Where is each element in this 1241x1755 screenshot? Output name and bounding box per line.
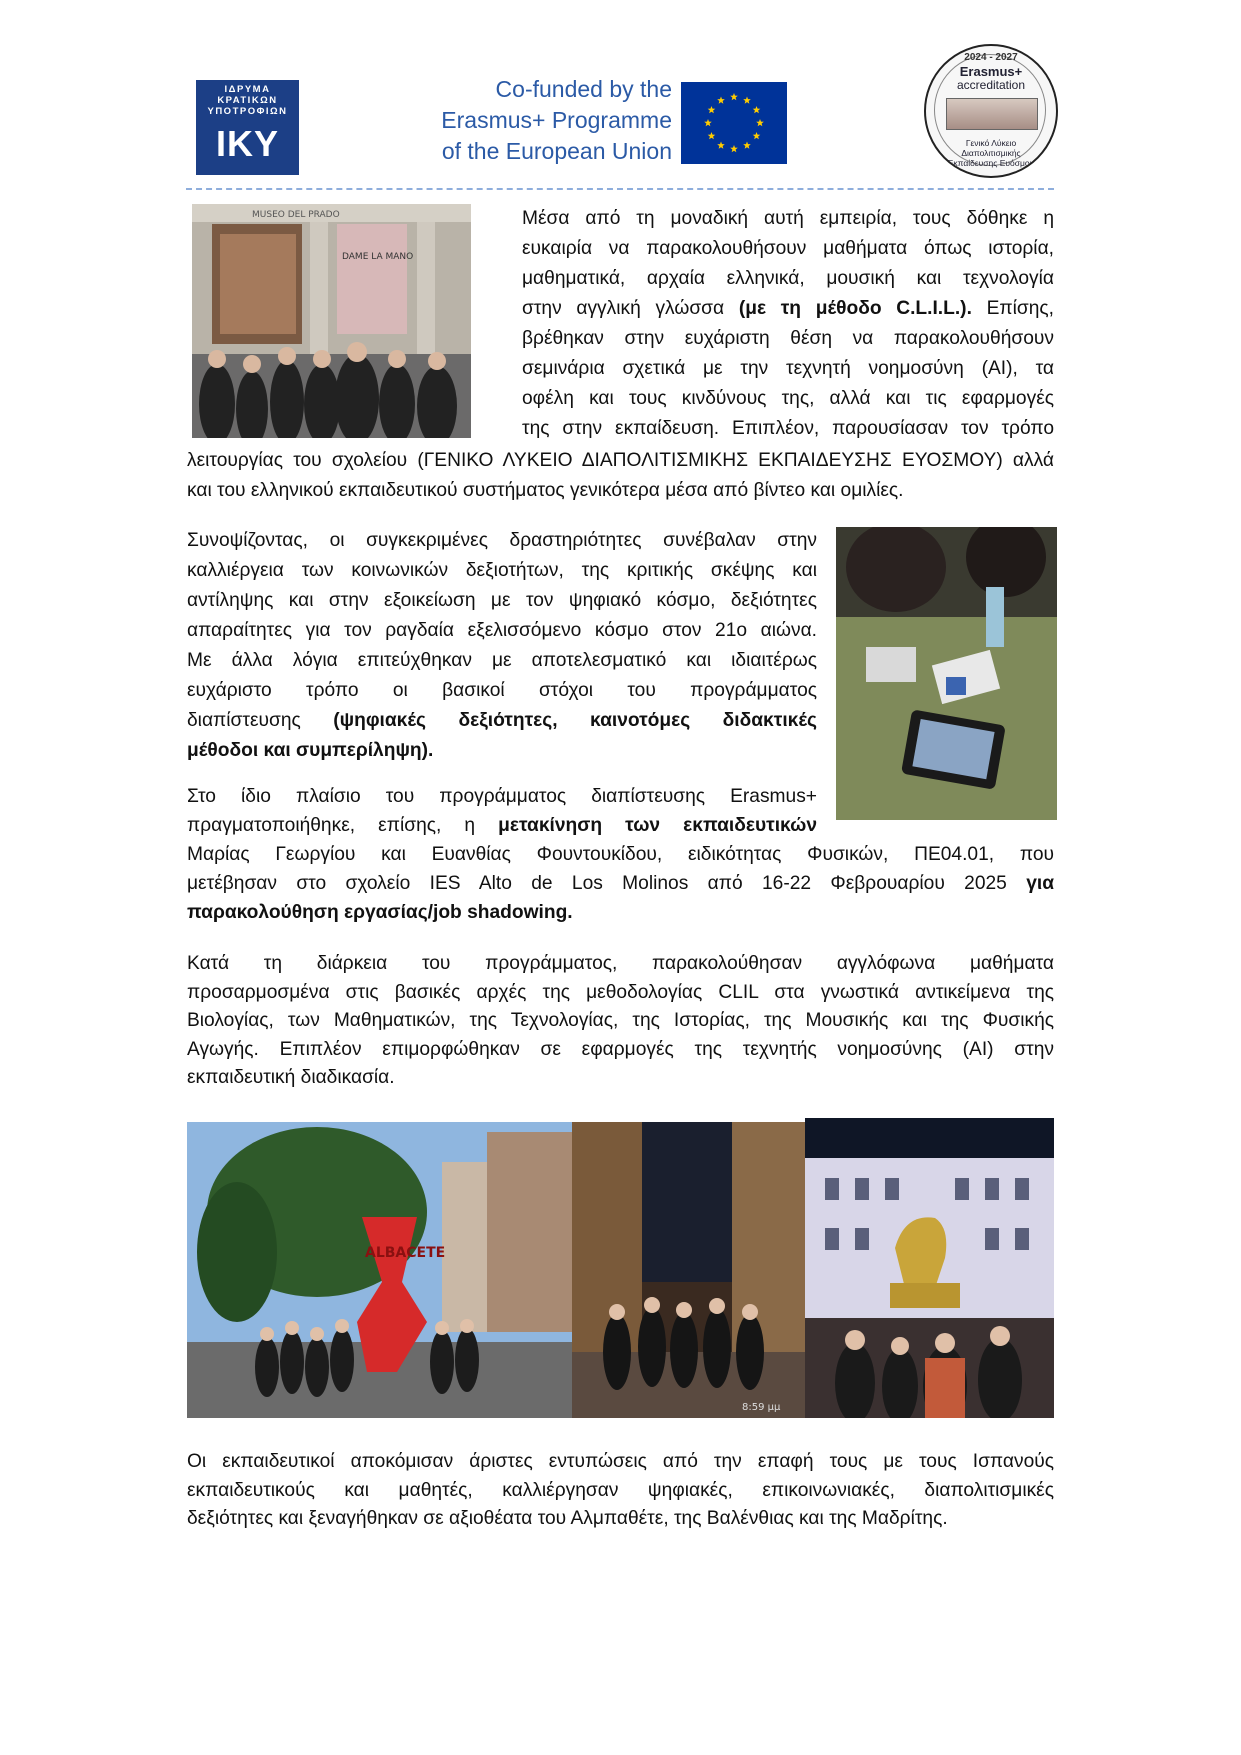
s3-line-mixed: [187, 811, 817, 840]
s1-cont-line: λειτουργίας του σχολείου (ΓΕΝΙΚΟ ΛΥΚΕΙΟ ΔΙΑΠΟΛΙΤΙΣΜΙΚΗΣ ΕΚΠΑΙΔΕΥΣΗΣ ΕΥΟΣΜΟΥ) αλλά: [187, 450, 1054, 471]
iky-abbr: IKY: [215, 123, 279, 164]
iky-line2: ΚΡΑΤΙΚΩΝ: [217, 95, 278, 106]
s2-line: αντίληψης και στην εξοικείωση με τον ψηφιακό κόσμο, δεξιότητες: [187, 590, 817, 611]
badge-school-line1: Γενικό Λύκειο: [965, 138, 1017, 148]
iky-logo: [196, 80, 299, 175]
lab-photo-illustration: [836, 527, 1057, 820]
s1-line: της στην εκπαίδευση. Επιπλέον, παρουσίασαν τον τρόπο: [522, 418, 1054, 439]
photo-timestamp: 8:59 μμ: [742, 1402, 781, 1413]
s3-line: [187, 898, 1054, 927]
s3-bold-shadowing: παρακολούθηση εργασίας/job shadowing.: [187, 902, 573, 923]
section3-paragraph: [187, 782, 1054, 927]
photo-albacete-sculpture: [187, 1122, 572, 1418]
s2-line: ευχάριστο τρόπο οι βασικοί στόχοι του προγράμματος: [187, 680, 817, 701]
cofunded-line3: of the European Union: [441, 138, 672, 164]
s1-line: Μέσα από τη μοναδική αυτή εμπειρία, τους δόθηκε η: [522, 208, 1054, 229]
badge-label: accreditation: [956, 78, 1026, 92]
sculpture-text: ALBACETE: [365, 1245, 446, 1261]
s3-line-mixed: [187, 869, 1054, 898]
erasmus-accreditation-badge: [924, 44, 1058, 178]
section1-paragraph: [522, 204, 1054, 444]
section1-continuation: [187, 446, 1054, 506]
s4-line: Αγωγής. Επιπλέον επιμορφώθηκαν σε εφαρμογές της τεχνητής νοημοσύνης (AI) στην: [187, 1038, 1054, 1060]
s2-bold: (ψηφιακές δεξιότητες, καινοτόμες διδακτικές: [333, 710, 817, 731]
s3-bold: για: [1026, 873, 1054, 894]
s1-line: μαθηματικά, αρχαία ελληνικά, μουσική και τεχνολογία: [522, 268, 1054, 289]
madrid-photo-illustration: [805, 1118, 1054, 1418]
photo-madrid-bear-statue: [805, 1118, 1054, 1418]
s2-line: καλλιέργεια των κοινωνικών δεξιοτήτων, της κριτικής σκέψης και: [187, 560, 817, 581]
photo-night-street: [572, 1122, 805, 1418]
s3-text: πραγματοποιήθηκε, επίσης, η: [187, 815, 499, 836]
s4-line: εκπαιδευτική διαδικασία.: [187, 1067, 395, 1088]
s2-line: Συνοψίζοντας, οι συγκεκριμένες δραστηριότητες συνέβαλαν στην: [187, 530, 817, 551]
badge-years: 2024 - 2027: [964, 52, 1018, 63]
photo-prado-group: [192, 204, 471, 438]
s1-line: οφέλη και τους κινδύνους της, αλλά και τις εφαρμογές: [522, 388, 1054, 409]
badge-school: [936, 138, 1046, 168]
section4-paragraph: [187, 950, 1054, 1093]
banner-text: DAME LA MANO: [342, 252, 414, 262]
s2-line: απαραίτητες για τον ραγδαία εξελισσόμενο κόσμο στον 21ο αιώνα.: [187, 620, 817, 641]
photo-lab-activity: [836, 527, 1057, 820]
cofunded-line1: Co-funded by the: [495, 76, 672, 102]
prado-photo-illustration: [192, 204, 471, 438]
badge-school-line2: Διαπολιτισμικής: [961, 148, 1021, 158]
s3-bold-mobility: μετακίνηση των εκπαιδευτικών: [498, 815, 817, 836]
s4-line: προσαρμοσμένα στις βασικές αρχές της μεθοδολογίας CLIL στα γνωστικά αντικείμενα της: [187, 981, 1054, 1003]
badge-program: Erasmus+: [959, 64, 1023, 79]
s3-line: Στο ίδιο πλαίσιο του προγράμματος διαπίστευσης Erasmus+: [187, 786, 817, 807]
s5-line: Οι εκπαιδευτικοί αποκόμισαν άριστες εντυπώσεις από την επαφή τους με τους Ισπανούς: [187, 1451, 1054, 1472]
eu-stars-icon: [681, 82, 787, 164]
s2-line: Με άλλα λόγια επιτεύχθηκαν με αποτελεσματικό και ιδιαιτέρως: [187, 650, 817, 671]
header-divider: [186, 188, 1054, 190]
s2-text: διαπίστευσης: [187, 710, 334, 731]
badge-school-line3: Εκπαίδευσης Ευόσμου: [947, 158, 1035, 168]
iky-line3: ΥΠΟΤΡΟΦΙΩΝ: [207, 106, 288, 117]
s3-text: μετέβησαν στο σχολείο IES Alto de Los Molinos από 16-22 Φεβρουαρίου 2025: [187, 873, 1027, 894]
s1-text: Επίσης,: [971, 298, 1054, 319]
s5-line: εκπαιδευτικούς και μαθητές, καλλιέργησαν ψηφιακές, επικοινωνιακές, διαπολιτισμικές: [187, 1479, 1054, 1501]
s2-bold: μέθοδοι και συμπερίληψη).: [187, 740, 434, 761]
eu-flag-icon: [681, 82, 787, 164]
section2-paragraph: [187, 526, 817, 766]
cofunded-line2: Erasmus+ Programme: [441, 107, 672, 133]
s1-text: στην αγγλική γλώσσα: [522, 298, 739, 319]
s5-line: δεξιότητες και ξεναγήθηκαν σε αξιοθέατα του Αλμπαθέτε, της Βαλένθιας και της Μαδρίτης.: [187, 1508, 948, 1529]
s1-cont-line: και του ελληνικού εκπαιδευτικού συστήματος γενικότερα μέσα από βίντεο και ομιλίες.: [187, 480, 904, 501]
s4-line: Κατά τη διάρκεια του προγράμματος, παρακολούθησαν αγγλόφωνα μαθήματα: [187, 953, 1054, 974]
cofunded-text: [432, 74, 672, 167]
section5-paragraph: [187, 1448, 1054, 1534]
s2-line: [187, 736, 817, 766]
iky-line1: ΙΔΡΥΜΑ: [224, 84, 271, 95]
s2-line-mixed: [187, 706, 817, 736]
street-photo-illustration: [572, 1122, 805, 1418]
s1-line: σεμινάρια σχετικά με την τεχνητή νοημοσύνη (AI), τα: [522, 358, 1054, 379]
museum-sign: MUSEO DEL PRADO: [252, 210, 340, 220]
s1-bold-clil: (με τη μέθοδο C.L.I.L.).: [738, 298, 972, 319]
s4-line: Βιολογίας, των Μαθηματικών, της Τεχνολογίας, της Ιστορίας, της Μουσικής και της Φυσικής: [187, 1010, 1054, 1031]
albacete-photo-illustration: [187, 1122, 572, 1418]
s1-line: ευκαιρία να παρακολουθήσουν μαθήματα όπως ιστορία,: [522, 238, 1054, 259]
s1-line: βρέθηκαν στην ευχάριστη θέση να παρακολουθήσουν: [522, 328, 1054, 349]
school-building-icon: [946, 98, 1038, 130]
s3-line: Μαρίας Γεωργίου και Ευανθίας Φουντουκίδου, ειδικότητας Φυσικών, ΠΕ04.01, που: [187, 844, 1054, 865]
s1-line-mixed: [522, 294, 1054, 324]
